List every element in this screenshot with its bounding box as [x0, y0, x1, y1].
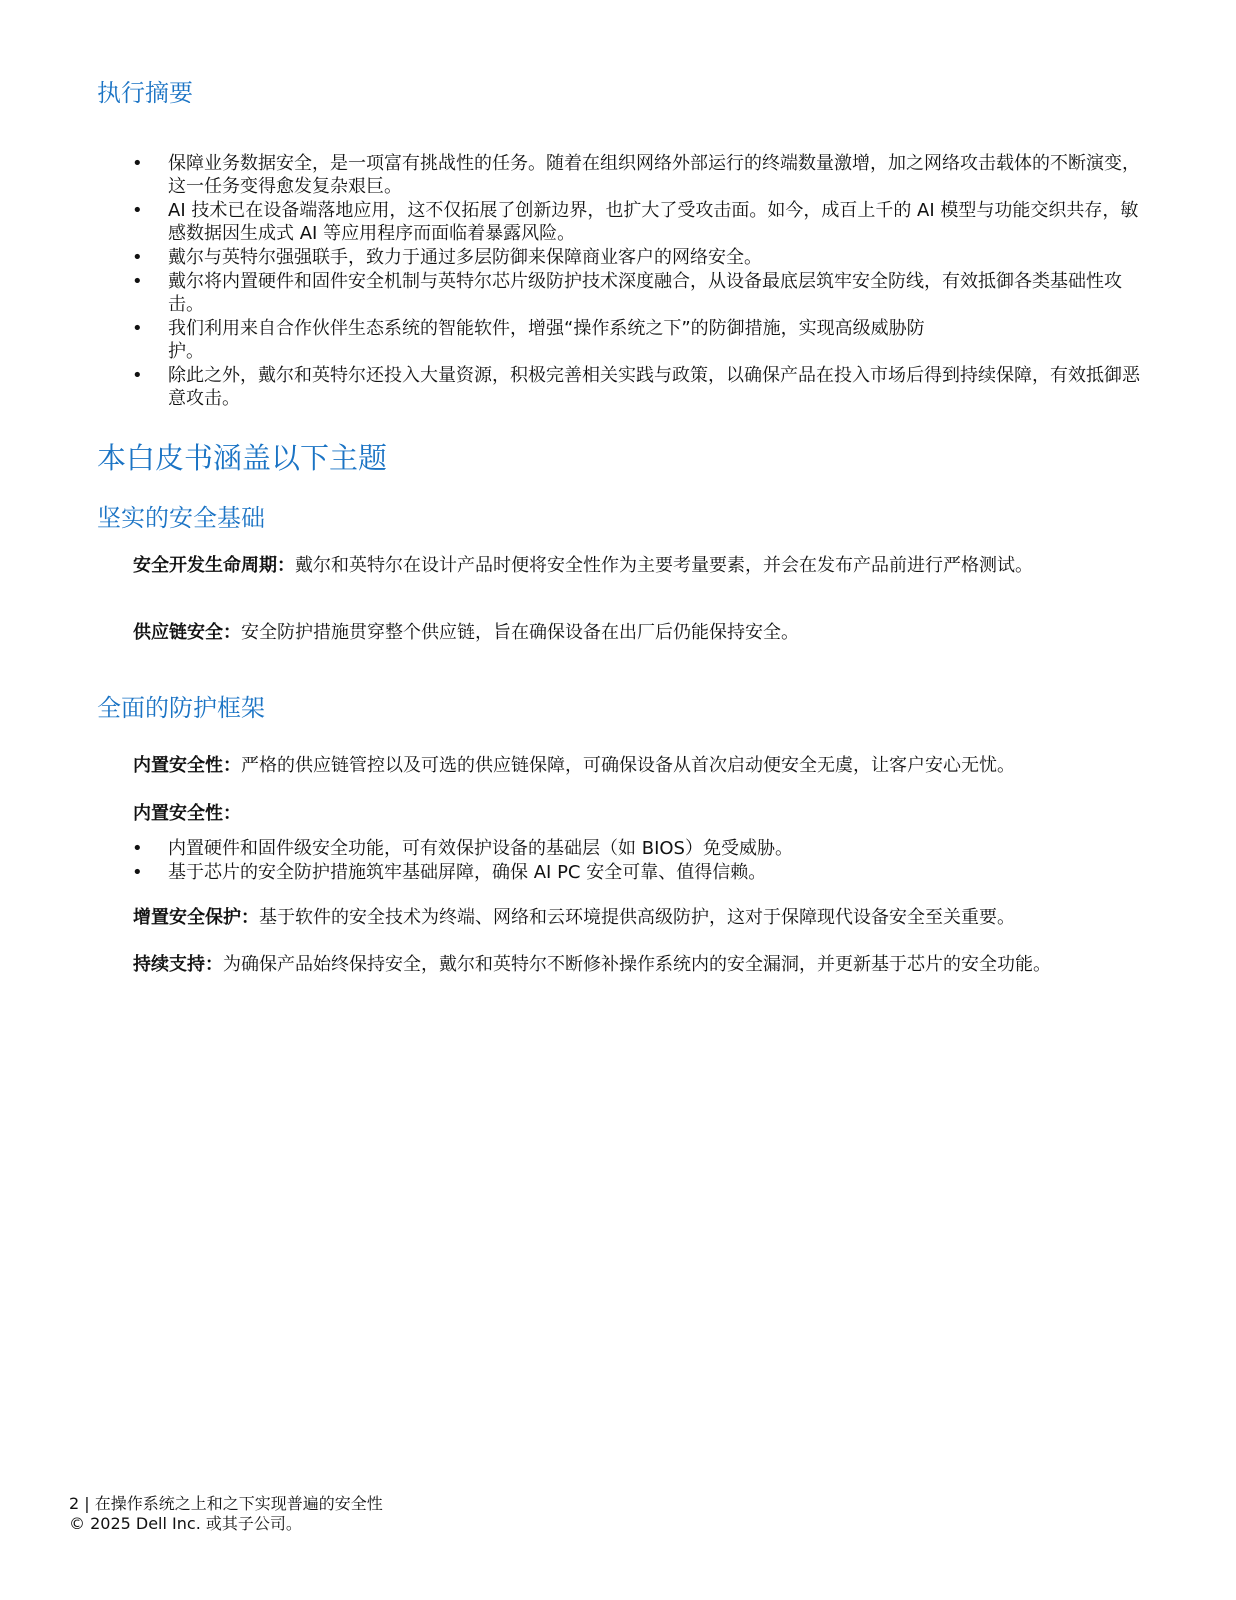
list-item: • 戴尔将内置硬件和固件安全机制与英特尔芯片级防护技术深度融合，从设备最底层筑牢安全防线，有效抵御各类基础性攻击。 — [130, 270, 1150, 316]
enhanced-paragraph — [133, 906, 1133, 929]
page-footer — [69, 1494, 383, 1534]
exec-summary-list — [130, 152, 1150, 411]
list-item: • 我们利用来自合作伙伴生态系统的智能软件，增强“操作系统之下”的防御措施，实现高级威胁防护。 — [130, 317, 958, 363]
exec-summary-heading: 执行摘要 — [97, 79, 193, 107]
supply-chain-label: 供应链安全： — [133, 622, 241, 643]
foundation-supply-chain-paragraph — [133, 621, 1133, 644]
built-in-2-label: 内置安全性： — [133, 803, 241, 824]
support-label: 持续支持： — [133, 954, 223, 975]
enhanced-label: 增置安全保护： — [133, 907, 259, 928]
sdl-label: 安全开发生命周期： — [133, 555, 295, 576]
list-item: • AI 技术已在设备端落地应用，这不仅拓展了创新边界，也扩大了受攻击面。如今，成百上千的 AI 模型与功能交织共存，敏感数据因生成式 AI 等应用程序而面临着暴露风险。 — [130, 199, 1150, 245]
list-item: • 保障业务数据安全，是一项富有挑战性的任务。随着在组织网络外部运行的终端数量激增，加之网络攻击载体的不断演变，这一任务变得愈发复杂艰巨。 — [130, 152, 1150, 198]
list-item: • 内置硬件和固件级安全功能，可有效保护设备的基础层（如 BIOS）免受威胁。 — [130, 837, 1150, 860]
topics-heading: 本白皮书涵盖以下主题 — [97, 441, 388, 475]
built-in-label: 内置安全性： — [133, 755, 241, 776]
supply-chain-text: 安全防护措施贯穿整个供应链，旨在确保设备在出厂后仍能保持安全。 — [241, 622, 799, 643]
list-item: • 戴尔与英特尔强强联手，致力于通过多层防御来保障商业客户的网络安全。 — [130, 246, 1150, 269]
support-paragraph — [133, 953, 1073, 976]
foundation-sdl-paragraph — [133, 554, 1033, 577]
built-in-text: 严格的供应链管控以及可选的供应链保障，可确保设备从首次启动便安全无虞，让客户安心无忧。 — [241, 755, 1015, 776]
enhanced-text: 基于软件的安全技术为终端、网络和云环境提供高级防护，这对于保障现代设备安全至关重要。 — [259, 907, 1015, 928]
built-in-2-paragraph — [133, 802, 1133, 825]
sdl-text: 戴尔和英特尔在设计产品时便将安全性作为主要考量要素，并会在发布产品前进行严格测试。 — [295, 555, 1033, 576]
built-in-list — [130, 837, 1150, 885]
list-item: • 基于芯片的安全防护措施筑牢基础屏障，确保 AI PC 安全可靠、值得信赖。 — [130, 861, 1150, 884]
list-item: • 除此之外，戴尔和英特尔还投入大量资源，积极完善相关实践与政策，以确保产品在投入市场后得到持续保障，有效抵御恶意攻击。 — [130, 364, 1150, 410]
footer-copyright: © 2025 Dell Inc. 或其子公司。 — [69, 1514, 302, 1533]
framework-heading: 全面的防护框架 — [97, 694, 265, 722]
support-text: 为确保产品始终保持安全，戴尔和英特尔不断修补操作系统内的安全漏洞，并更新基于芯片的安全功能。 — [223, 954, 1051, 975]
footer-title: 2 | 在操作系统之上和之下实现普遍的安全性 — [69, 1494, 383, 1513]
built-in-paragraph — [133, 754, 1133, 777]
foundation-heading: 坚实的安全基础 — [97, 504, 265, 532]
